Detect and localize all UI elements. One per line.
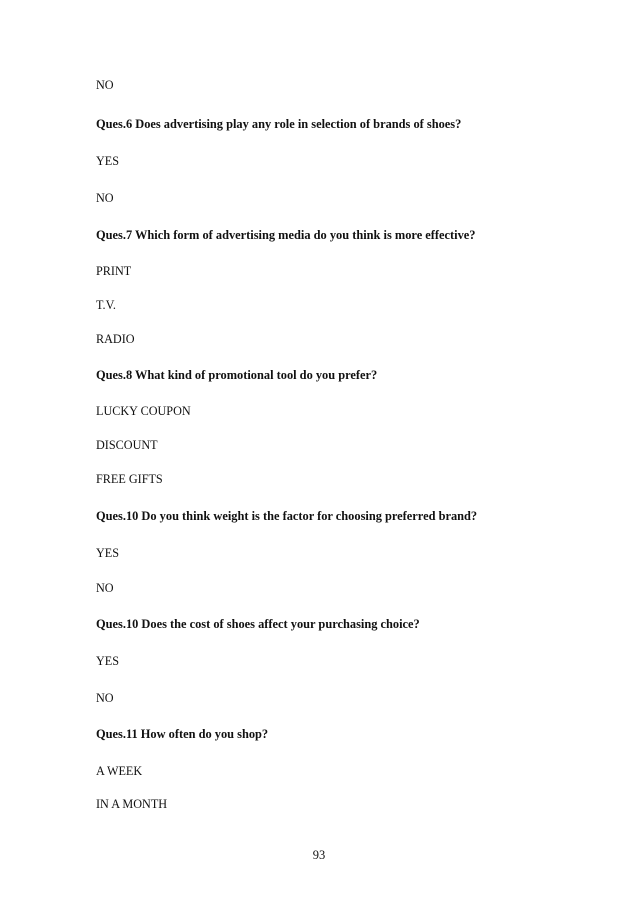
question-6: Ques.6 Does advertising play any role in selection of brands of shoes?	[96, 117, 462, 131]
answer-option: A WEEK	[96, 764, 143, 778]
answer-option: NO	[96, 691, 114, 705]
question-8: Ques.8 What kind of promotional tool do you prefer?	[96, 368, 378, 382]
question-10-cost: Ques.10 Does the cost of shoes affect your purchasing choice?	[96, 617, 420, 631]
answer-option: RADIO	[96, 332, 135, 346]
answer-option: FREE GIFTS	[96, 472, 163, 486]
answer-option: LUCKY COUPON	[96, 404, 191, 418]
question-11: Ques.11 How often do you shop?	[96, 727, 269, 741]
answer-option: NO	[96, 191, 114, 205]
answer-option: YES	[96, 546, 120, 560]
answer-option: DISCOUNT	[96, 438, 158, 452]
answer-option: YES	[96, 154, 120, 168]
answer-option: PRINT	[96, 264, 132, 278]
answer-option: NO	[96, 581, 114, 595]
answer-option: IN A MONTH	[96, 797, 168, 811]
page-number: 93	[312, 848, 326, 862]
answer-option: T.V.	[96, 298, 116, 312]
answer-option: YES	[96, 654, 120, 668]
question-7: Ques.7 Which form of advertising media do you think is more effective?	[96, 228, 476, 242]
question-10-weight: Ques.10 Do you think weight is the factor for choosing preferred brand?	[96, 509, 478, 523]
answer-option: NO	[96, 78, 114, 92]
